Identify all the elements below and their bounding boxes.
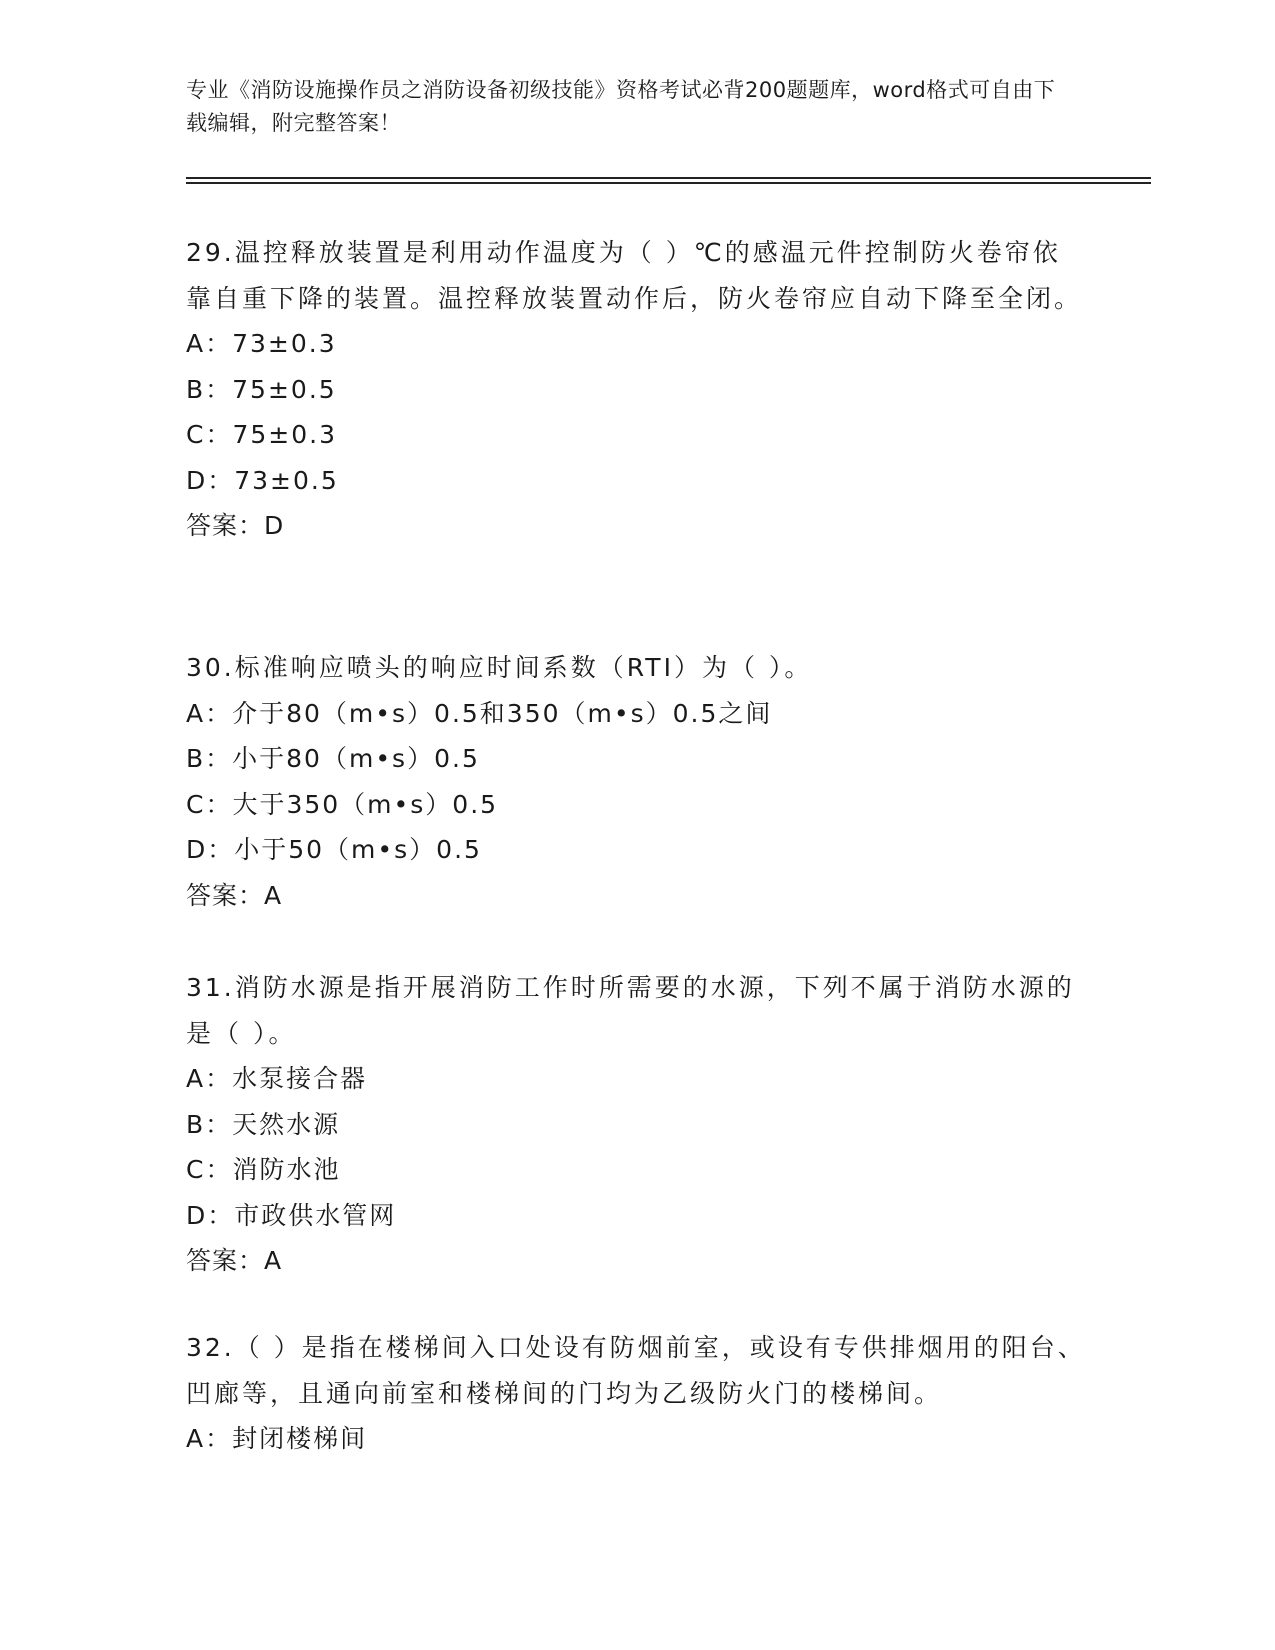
question-29 — [186, 230, 1086, 549]
option-b: B：小于80（m•s）0.5 — [186, 744, 480, 773]
document-header: 专业《消防设施操作员之消防设备初级技能》资格考试必背200题题库，word格式可自由下载编辑，附完整答案！ — [186, 78, 1056, 135]
answer-line: 答案：A — [186, 880, 283, 910]
question-30 — [186, 645, 1086, 918]
option-a: A：介于80（m•s）0.5和350（m•s）0.5之间 — [186, 698, 773, 728]
question-stem: 29.温控释放装置是利用动作温度为（ ）℃的感温元件控制防火卷帘依靠自重下降的装置。温控释放装置动作后，防火卷帘应自动下降至全闭。 — [186, 238, 1083, 313]
option-a: A：73±0.3 — [186, 329, 337, 358]
question-stem: 32.（ ）是指在楼梯间入口处设有防烟前室，或设有专供排烟用的阳台、凹廊等，且通向前室和楼梯间的门均为乙级防火门的楼梯间。 — [186, 1333, 1086, 1408]
option-b: B：75±0.5 — [186, 374, 337, 404]
question-stem: 31.消防水源是指开展消防工作时所需要的水源，下列不属于消防水源的是（ ）。 — [186, 973, 1075, 1048]
option-b: B：天然水源 — [186, 1109, 341, 1139]
option-d: D：小于50（m•s）0.5 — [186, 835, 482, 864]
answer-line: 答案：D — [186, 511, 285, 540]
option-c: C：75±0.3 — [186, 420, 337, 449]
header-divider-bottom — [186, 182, 1151, 184]
option-a: A：水泵接合器 — [186, 1064, 368, 1093]
option-d: D：73±0.5 — [186, 465, 339, 495]
option-a: A：封闭楼梯间 — [186, 1424, 368, 1453]
question-32 — [186, 1325, 1086, 1462]
question-31 — [186, 965, 1086, 1284]
option-c: C：消防水池 — [186, 1155, 341, 1184]
answer-line: 答案：A — [186, 1246, 283, 1275]
option-d: D：市政供水管网 — [186, 1200, 397, 1230]
header-divider-top — [186, 177, 1151, 179]
option-c: C：大于350（m•s）0.5 — [186, 789, 499, 819]
question-stem: 30.标准响应喷头的响应时间系数（RTI）为（ ）。 — [186, 653, 813, 682]
